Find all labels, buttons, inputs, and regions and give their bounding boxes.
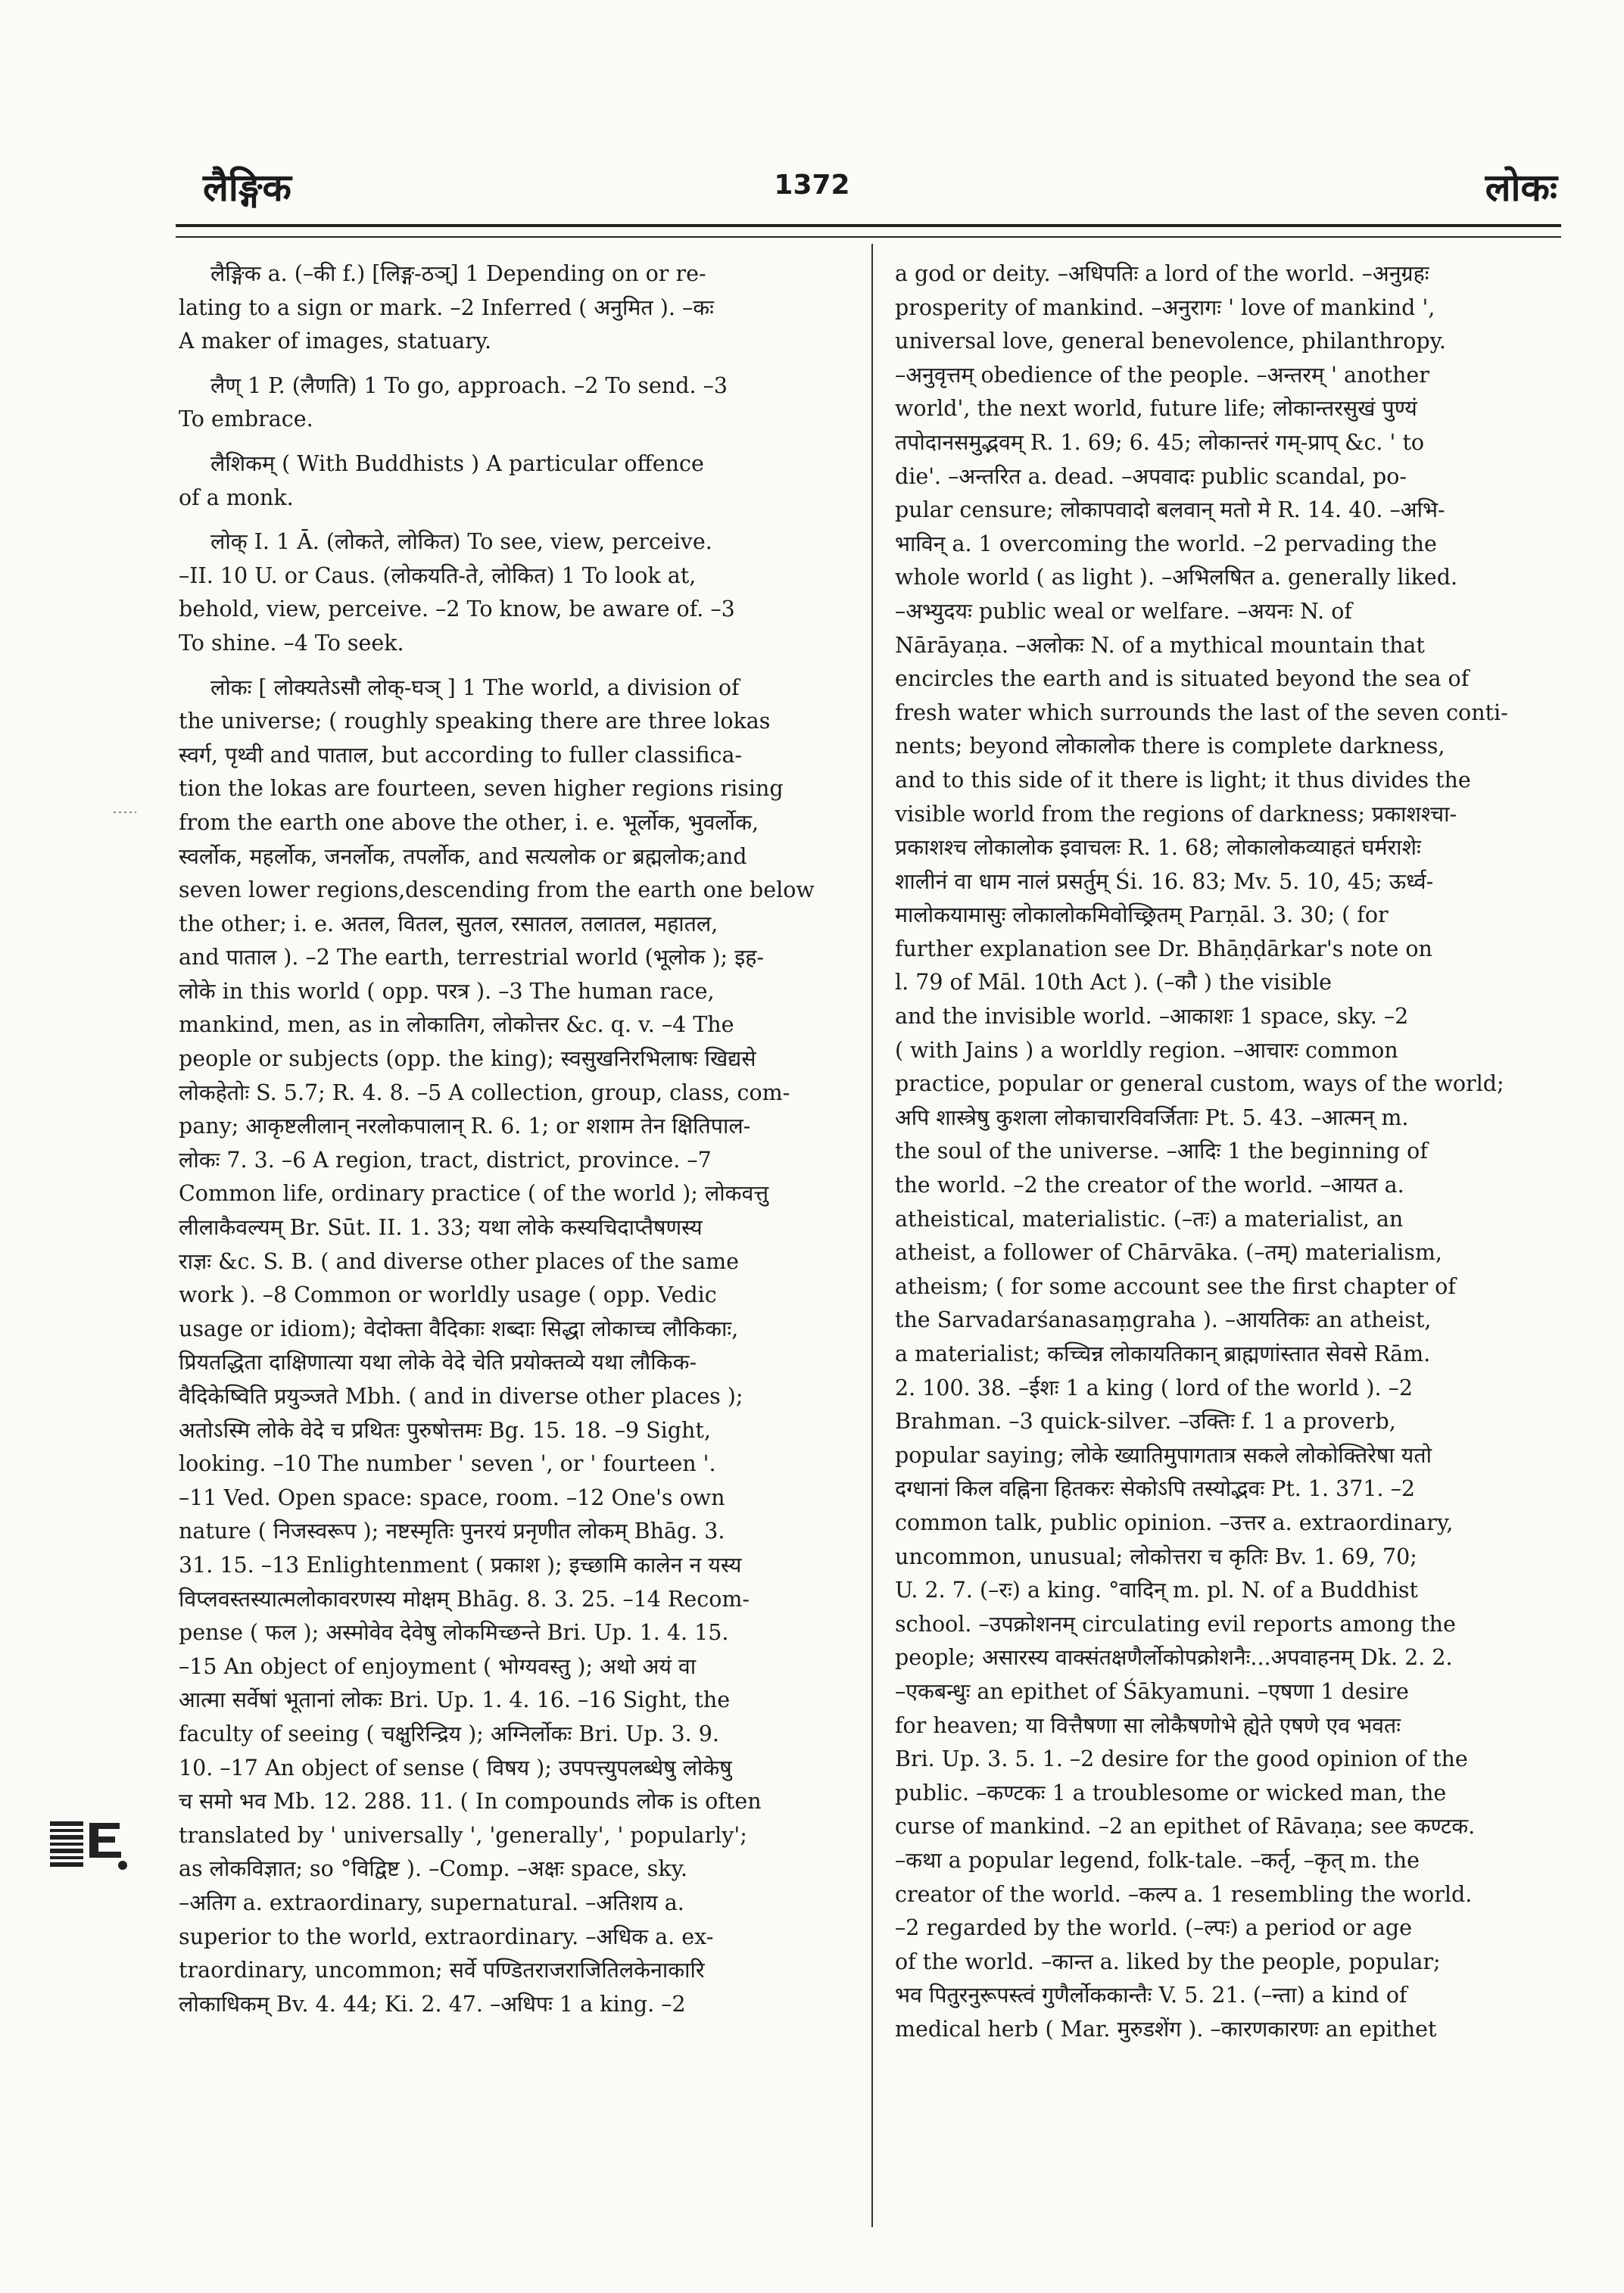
- entry-line: the Sarvadarśanasaṃgraha ). –आयतिकः an atheist,: [895, 1307, 1432, 1333]
- right-headword: लोकः: [1485, 166, 1557, 210]
- entry-line: भाविन् a. 1 overcoming the world. –2 pervading the: [895, 531, 1437, 556]
- entry-line: Bri. Up. 3. 5. 1. –2 desire for the good opinion of the: [895, 1746, 1468, 1772]
- entry-line: popular saying; लोके ख्यातिमुपागतात्र सकले लोकोक्तिरेषा यतो: [895, 1442, 1432, 1468]
- column-divider: [871, 244, 873, 2227]
- entry-line: the world. –2 the creator of the world. –आयत a.: [895, 1173, 1404, 1198]
- entry-line: 2. 100. 38. –ईशः 1 a king ( lord of the world ). –2: [895, 1375, 1413, 1400]
- entry-line: faculty of seeing ( चक्षुरिन्द्रिय ); अग्निर्लोकः Bri. Up. 3. 9.: [179, 1721, 719, 1746]
- entry-line: –2 regarded by the world. (–ल्पः) a period or age: [895, 1915, 1413, 1941]
- entry-line: people or subjects (opp. the king); स्वसुखनिरभिलाषः खिद्यसे: [179, 1046, 756, 1072]
- entry-line: लोकः [ लोक्यतेऽसौ लोक्-घञ् ] 1 The world, a division of: [210, 675, 740, 700]
- entry-line: nature ( निजस्वरूप ); नष्टस्मृतिः पुनरयं प्रनृणीत लोकम् Bhāg. 3.: [179, 1519, 725, 1544]
- entry-line: –अतिग a. extraordinary, supernatural. –अतिशय a.: [179, 1890, 684, 1915]
- entry-line: pany; आकृष्टलीलान् नरलोकपालान् R. 6. 1; or शशाम तेन क्षितिपाल-: [179, 1114, 751, 1139]
- page-header: [0, 160, 1624, 229]
- entry-line: लैण् 1 P. (लैणति) 1 To go, approach. –2 To send. –3: [210, 372, 728, 398]
- entry-line: लोक् I. 1 Ā. (लोकते, लोकित) To see, view, perceive.: [210, 529, 712, 555]
- entry-line: लैङ्गिक a. (–की f.) [लिङ्ग-ठञ्] 1 Depending on or re-: [210, 261, 706, 286]
- entry-line: लोकहेतोः S. 5.7; R. 4. 8. –5 A collection, group, class, com-: [179, 1080, 790, 1105]
- entry-line: traordinary, uncommon; सर्वे पण्डितराजराजितिलकेनाकारि: [179, 1958, 705, 1983]
- entry-line: atheistical, materialistic. (–तः) a materialist, an: [895, 1206, 1404, 1232]
- entry-line: pular censure; लोकापवादो बलवान् मतो मे R. 14. 40. –अभि-: [895, 497, 1445, 523]
- entry-line: वैदिकेष्विति प्रयुञ्जते Mbh. ( and in diverse other places );: [179, 1384, 743, 1409]
- left-headword: लैङ्गिक: [203, 166, 291, 210]
- entry-line: world', the next world, future life; लोकान्तरसुखं पुण्यं: [895, 396, 1417, 422]
- entry-line: school. –उपक्रोशनम् circulating evil reports among the: [895, 1611, 1456, 1637]
- entry-line: A maker of images, statuary.: [179, 329, 492, 354]
- entry-line: अपि शास्त्रेषु कुशला लोकाचारविवर्जिताः Pt. 5. 43. –आत्मन् m.: [895, 1104, 1409, 1130]
- entry-line: To shine. –4 To seek.: [179, 630, 404, 656]
- entry-line: die'. –अन्तरित a. dead. –अपवादः public scandal, po-: [895, 463, 1407, 489]
- entry-line: tion the lokas are fourteen, seven higher regions rising: [179, 776, 784, 802]
- entry-line: lating to a sign or mark. –2 Inferred ( अनुमित ). –कः: [179, 294, 714, 320]
- entry-line: the other; i. e. अतल, वितल, सुतल, रसातल, तलातल, महातल,: [179, 911, 718, 936]
- entry-line: –एकबन्धुः an epithet of Śākyamuni. –एषणा 1 desire: [895, 1678, 1409, 1704]
- entry-line: fresh water which surrounds the last of the seven conti-: [895, 699, 1508, 725]
- entry-line: from the earth one above the other, i. e. भूर्लोक, भुवर्लोक,: [179, 809, 759, 835]
- entry-line: public. –कण्टकः 1 a troublesome or wicked man, the: [895, 1780, 1447, 1805]
- entry-line: and पाताल ). –2 The earth, terrestrial world (भूलोक ); इह-: [179, 945, 764, 970]
- header-rule-thick: [176, 224, 1561, 227]
- entry-line: मालोकयामासुः लोकालोकमिवोच्छ्रितम् Parṇāl. 3. 30; ( for: [895, 902, 1389, 928]
- entry-line: लैशिकम् ( With Buddhists ) A particular offence: [210, 450, 704, 476]
- entry-line: visible world from the regions of darkness; प्रकाशश्चा-: [895, 801, 1457, 827]
- entry-line: आत्मा सर्वेषां भूतानां लोकः Bri. Up. 1. 4. 16. –16 Sight, the: [179, 1687, 731, 1713]
- dictionary-entry: [179, 369, 845, 437]
- entry-line: च समो भव Mb. 12. 288. 11. ( In compounds लोक is often: [179, 1789, 762, 1815]
- entry-line: looking. –10 The number ' seven ', or ' fourteen '.: [179, 1451, 716, 1477]
- entry-line: –11 Ved. Open space: space, room. –12 One's own: [179, 1485, 725, 1510]
- entry-line: prosperity of mankind. –अनुरागः ' love of mankind ',: [895, 294, 1435, 320]
- entry-line: लोकः 7. 3. –6 A region, tract, district, province. –7: [179, 1147, 712, 1173]
- entry-line: work ). –8 Common or worldly usage ( opp. Vedic: [179, 1282, 717, 1308]
- entry-line: curse of mankind. –2 an epithet of Rāvaṇa; see कण्टक.: [895, 1814, 1476, 1840]
- page-number: 1372: [774, 170, 850, 201]
- dictionary-entry: [179, 257, 845, 359]
- entry-line: तपोदानसमुद्भवम् R. 1. 69; 6. 45; लोकान्तरं गम्-प्राप् &c. ' to: [895, 429, 1425, 455]
- entry-line: as लोकविज्ञात; so °विद्विष्ट ). –Comp. –अक्षः space, sky.: [179, 1856, 688, 1882]
- entry-line: atheist, a follower of Chārvāka. (–तम्) materialism,: [895, 1240, 1442, 1266]
- entry-line: of the world. –कान्त a. liked by the people, popular;: [895, 1949, 1441, 1974]
- entry-line: प्रकाशश्च लोकालोक इवाचलः R. 1. 68; लोकालोकव्याहतं घर्मराशेः: [895, 835, 1421, 861]
- entry-line: creator of the world. –कल्प a. 1 resembling the world.: [895, 1881, 1473, 1907]
- entry-line: To embrace.: [179, 407, 313, 432]
- entry-line: superior to the world, extraordinary. –अधिक a. ex-: [179, 1924, 714, 1949]
- entry-line: and the invisible world. –आकाशः 1 space, sky. –2: [895, 1004, 1409, 1030]
- entry-line: प्रियतद्धिता दाक्षिणात्या यथा लोके वेदे चेति प्रयोक्तव्ये यथा लौकिक-: [179, 1350, 697, 1375]
- entry-line: –अनुवृत्तम् obedience of the people. –अन्तरम् ' another: [895, 362, 1429, 388]
- entry-line: Common life, ordinary practice ( of the world ); लोकवत्तु: [179, 1181, 769, 1207]
- entry-line: usage or idiom); वेदोक्ता वैदिकाः शब्दाः सिद्धा लोकाच्च लौकिकाः,: [179, 1316, 739, 1341]
- left-column: [179, 257, 845, 2032]
- entry-line: दग्धानां किल वह्निना हितकरः सेकोऽपि तस्योद्भवः Pt. 1. 371. –2: [895, 1476, 1416, 1502]
- entry-line: universal love, general benevolence, philanthropy.: [895, 329, 1446, 354]
- entry-line: लीलाकैवल्यम् Br. Sūt. II. 1. 33; यथा लोके कस्यचिदाप्तैषणस्य: [179, 1215, 703, 1241]
- entry-line: nents; beyond लोकालोक there is complete darkness,: [895, 734, 1445, 759]
- entry-line: the soul of the universe. –आदिः 1 the beginning of: [895, 1139, 1428, 1164]
- dictionary-entry-continued: [895, 257, 1561, 2046]
- entry-line: a god or deity. –अधिपतिः a lord of the world. –अनुग्रहः: [895, 261, 1429, 286]
- entry-line: Nārāyaṇa. –अलोकः N. of a mythical mountain that: [895, 632, 1425, 658]
- entry-line: translated by ' universally ', 'generally', ' popularly';: [179, 1822, 747, 1848]
- entry-line: whole world ( as light ). –अभिलषित a. generally liked.: [895, 565, 1458, 590]
- entry-line: स्वर्लोक, महर्लोक, जनर्लोक, तपर्लोक, and सत्यलोक or ब्रह्मलोक;and: [179, 843, 747, 869]
- entry-line: and to this side of it there is light; it thus divides the: [895, 767, 1471, 793]
- entry-line: लोकाधिकम् Bv. 4. 44; Ki. 2. 47. –अधिपः 1 a king. –2: [179, 1991, 686, 2017]
- entry-line: seven lower regions,descending from the earth one below: [179, 877, 815, 903]
- right-column: [895, 257, 1561, 2046]
- entry-line: स्वर्ग, पृथ्वी and पाताल, but according to fuller classifica-: [179, 742, 743, 768]
- entry-line: people; असारस्य वाक्संतक्षणैर्लोकोपक्रोशनैः...अपवाहनम् Dk. 2. 2.: [895, 1645, 1453, 1671]
- entry-line: behold, view, perceive. –2 To know, be aware of. –3: [179, 597, 735, 622]
- entry-line: the universe; ( roughly speaking there are three lokas: [179, 709, 771, 734]
- entry-line: common talk, public opinion. –उत्तर a. extraordinary,: [895, 1509, 1454, 1535]
- dictionary-entry: [179, 525, 845, 660]
- entry-line: a materialist; कच्चिन्न लोकायतिकान् ब्राह्मणांस्तात सेवसे Rām.: [895, 1341, 1431, 1366]
- entry-line: atheism; ( for some account see the first chapter of: [895, 1273, 1456, 1299]
- entry-line: l. 79 of Māl. 10th Act ). (–कौ ) the visible: [895, 970, 1332, 995]
- ornamental-printer-mark-icon: [44, 1815, 135, 1876]
- entry-line: uncommon, unusual; लोकोत्तरा च कृतिः Bv. 1. 69, 70;: [895, 1544, 1417, 1569]
- entry-line: of a monk.: [179, 484, 294, 510]
- entry-line: –15 An object of enjoyment ( भोग्यवस्तु ); अथो अयं वा: [179, 1653, 697, 1679]
- entry-line: विप्लवस्तस्यात्मलोकावरणस्य मोक्षम् Bhāg. 8. 3. 25. –14 Recom-: [179, 1586, 750, 1612]
- entry-line: लोके in this world ( opp. परत्र ). –3 The human race,: [179, 978, 715, 1004]
- dictionary-entry: [179, 671, 845, 2022]
- entry-line: practice, popular or general custom, ways of the world;: [895, 1071, 1504, 1097]
- entry-line: pense ( फल ); अस्मोवेव देवेषु लोकमिच्छन्ते Bri. Up. 1. 4. 15.: [179, 1620, 729, 1646]
- entry-line: भव पितुरनुरूपस्त्वं गुणैर्लोककान्तैः V. 5. 21. (–न्ता) a kind of: [895, 1983, 1407, 2008]
- entry-line: medical herb ( Mar. मुरुडशेंग ). –कारणकारणः an epithet: [895, 2016, 1437, 2042]
- entry-line: mankind, men, as in लोकातिग, लोकोत्तर &c. q. v. –4 The: [179, 1012, 734, 1038]
- entry-line: –अभ्युदयः public weal or welfare. –अयनः N. of: [895, 598, 1352, 624]
- entry-line: –कथा a popular legend, folk-tale. –कर्तृ, –कृत् m. the: [895, 1847, 1420, 1873]
- entry-line: further explanation see Dr. Bhāṇḍārkar's note on: [895, 936, 1432, 961]
- dictionary-entry: [179, 447, 845, 515]
- header-rule-thin: [176, 236, 1561, 238]
- entry-line: शालीनं वा धाम नालं प्रसर्तुम् Śi. 16. 83; Mv. 5. 10, 45; ऊर्ध्व-: [895, 868, 1434, 894]
- entry-line: राज्ञः &c. S. B. ( and diverse other places of the same: [179, 1248, 739, 1274]
- entry-line: 10. –17 An object of sense ( विषय ); उपपत्त्युपलब्धेषु लोकेषु: [179, 1755, 732, 1781]
- entry-line: Brahman. –3 quick-silver. –उक्तिः f. 1 a proverb,: [895, 1409, 1396, 1435]
- entry-line: –II. 10 U. or Caus. (लोकयति-ते, लोकित) 1 To look at,: [179, 562, 697, 588]
- entry-line: अतोऽस्मि लोके वेदे च प्रथितः पुरुषोत्तमः Bg. 15. 18. –9 Sight,: [179, 1417, 711, 1443]
- entry-line: encircles the earth and is situated beyond the sea of: [895, 666, 1470, 692]
- entry-line: for heaven; या वित्तैषणा सा लोकैषणोभे ह्येते एषणे एव भवतः: [895, 1712, 1401, 1738]
- entry-line: ( with Jains ) a worldly region. –आचारः common: [895, 1037, 1398, 1063]
- entry-line: U. 2. 7. (–रः) a king. °वादिन् m. pl. N. of a Buddhist: [895, 1578, 1419, 1603]
- margin-tick-mark: [114, 802, 136, 805]
- entry-line: 31. 15. –13 Enlightenment ( प्रकाश ); इच्छामि कालेन न यस्य: [179, 1552, 742, 1578]
